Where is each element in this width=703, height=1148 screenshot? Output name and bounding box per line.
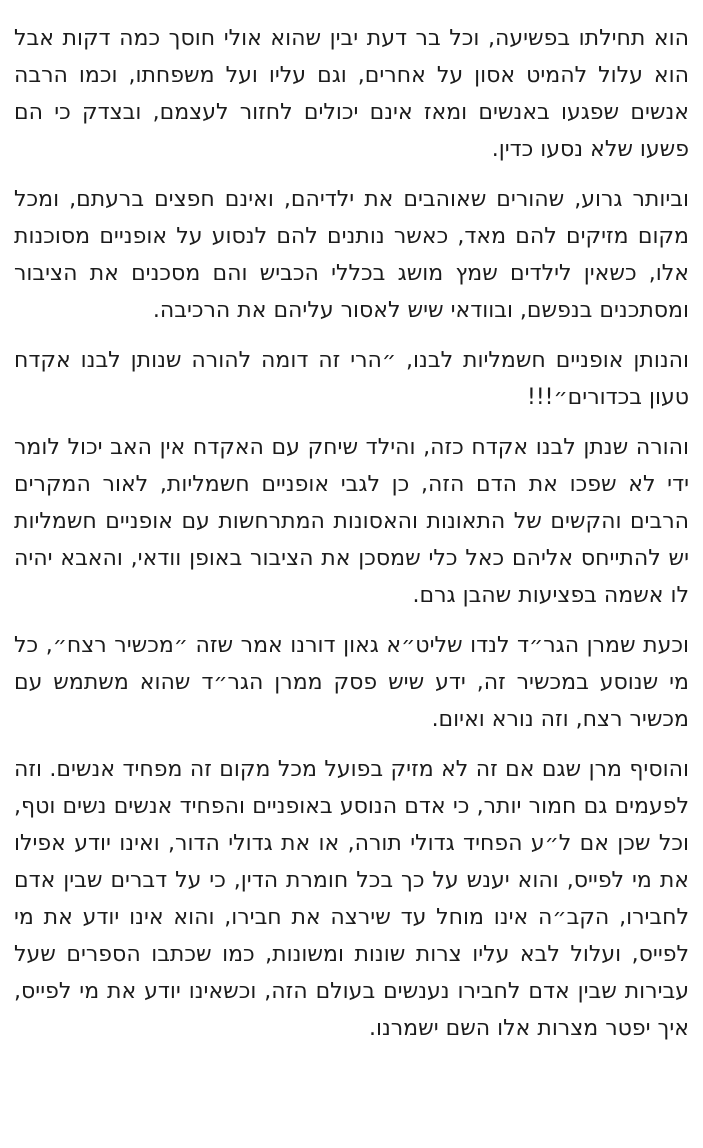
paragraph-negligence: הוא תחילתו בפשיעה, וכל בר דעת יבין שהוא אולי חוסך כמה דקות אבל הוא עלול להמיט אסון על אחרים, וגם עליו ועל משפחתו, וכמו הרבה אנשים שפגעו באנשים ומאז אינם יכולים לחזור לעצמם, ובצדק כי הם פשעו שלא נסעו כדין. [14,26,689,162]
paragraph-frightening-others: והוסיף מרן שגם אם זה לא מזיק בפועל מכל מקום זה מפחיד אנשים. וזה לפעמים גם חמור יותר, כי אדם הנוסע באופניים והפחיד אנשים נשים וטף, וכל שכן אם ל״ע הפחיד גדולי תורה, או את גדולי הדור, ואינו יודע אפילו את מי לפייס, והוא יענש על כך בכל חומרת הדין, כי על דברים שבין אדם לחבירו, הקב״ה אינו מוחל עד שירצה את חבירו, והוא אינו יודע את מי לפייס, ועלול לבא עליו צרות שונות ומשונות, כמו שכתבו הספרים שעל עבירות שבין אדם לחבירו נענשים בעולם הזה, וכשאינו יודע את מי לפייס, איך יפטר מצרות אלו השם ישמרנו. [14,757,689,1041]
paragraph-loaded-gun-quote: והנותן אופניים חשמליות לבנו, ״הרי זה דומה להורה שנותן לבנו אקדח טעון בכדורים״!!! [14,348,689,410]
paragraph-parents-warning: וביותר גרוע, שהורים שאוהבים את ילדיהם, ואינם חפצים ברעתם, ומכל מקום מזיקים להם מאד, כאשר נותנים להם לנסוע על אופניים מסוכנות אלו, כשאין לילדים שמץ מושג בכללי הכביש והם מסכנים את הציבור ומסתכנים בנפשם, ובוודאי שיש לאסור עליהם את הרכיבה. [14,187,689,323]
document-body [14,20,689,1047]
paragraph-parent-responsibility: והורה שנתן לבנו אקדח כזה, והילד שיחק עם האקדח אין האב יכול לומר ידי לא שפכו את הדם הזה, כן לגבי אופניים חשמליות, לאור המקרים הרבים והקשים של התאונות והאסונות המתרחשות עם אופניים חשמליות יש להתייחס אליהם כאל כלי שמסכן את הציבור באופן וודאי, והאבא יהיה לו אשמה בפציעות שהבן גרם. [14,435,689,608]
paragraph-rav-landau-ruling: וכעת שמרן הגר״ד לנדו שליט״א גאון דורנו אמר שזה ״מכשיר רצח״, כל מי שנוסע במכשיר זה, ידע שיש פסק ממרן הגר״ד שהוא משתמש עם מכשיר רצח, וזה נורא ואיום. [14,633,689,732]
